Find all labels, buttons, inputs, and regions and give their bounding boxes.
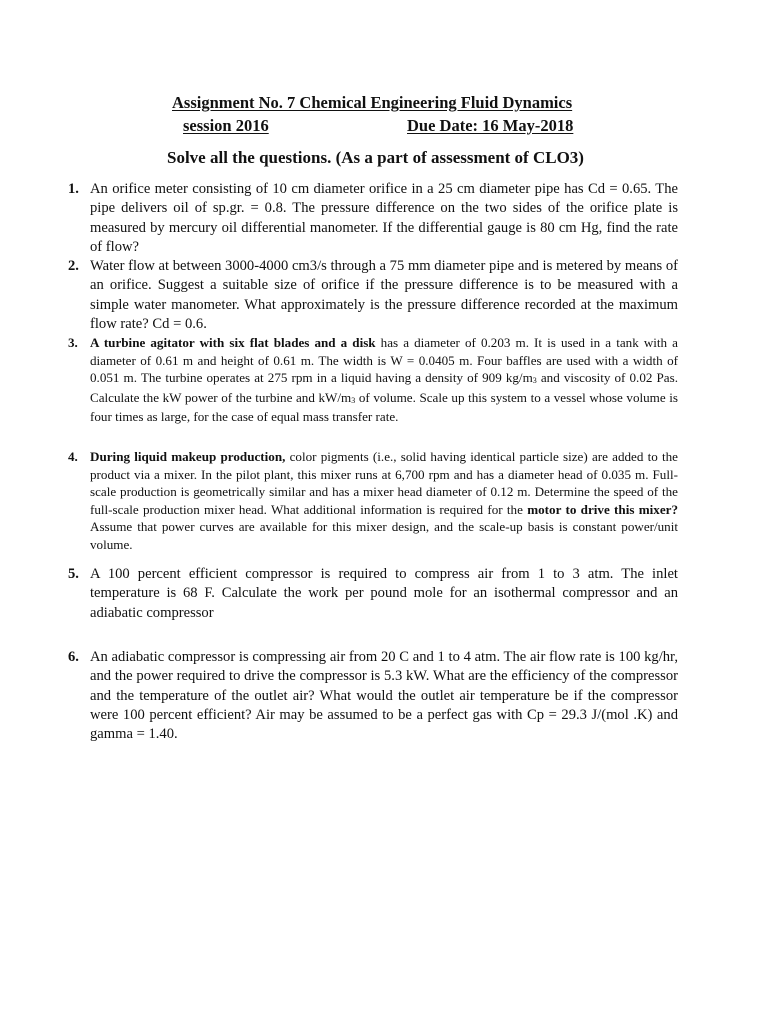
assignment-title: Assignment No. 7 Chemical Engineering Fluid Dynamics	[172, 93, 573, 112]
question-bold-lead: A turbine agitator with six flat blades and a disk	[90, 335, 376, 350]
question-text: An orifice meter consisting of 10 cm diameter orifice in a 25 cm diameter pipe has Cd = 0.65. The pipe delivers oil of sp.gr. = 0.8. The pressure difference on the two sides of the orifice plate is measured by mercury oil differential manometer. If the differential gauge is 80 cm Hg, find the rate of flow?	[90, 181, 678, 255]
question-number: 4.	[68, 449, 78, 464]
question-text: An adiabatic compressor is compressing air from 20 C and 1 to 4 atm. The air flow rate is 100 kg/hr, and the power required to drive the compressor is 5.3 kW. What are the efficiency of the compressor and the temperature of the outlet air? What would the outlet air temperature be if the compressor were 100 percent efficient? Air may be assumed to be a perfect gas with Cp = 29.3 J/(mol .K) and gamma = 1.40.	[90, 649, 678, 743]
question-number: 6.	[68, 649, 79, 665]
question-number: 2.	[68, 258, 79, 274]
due-date: Due Date: 16 May-2018	[407, 116, 574, 135]
instruction-heading: Solve all the questions. (As a part of assessment of CLO3)	[167, 148, 584, 167]
question-text: color pigments (i.e., solid having identical particle size) are added to the product via a mixer. In the pilot plant, this mixer runs at 6,700 rpm and has a diameter head of 0.035 m. Full-scale production is geometrically similar and has a mixer head diameter of 0.12 m. Determine the speed of the full-scale production mixer head. What additional information is required for the	[90, 449, 678, 517]
question-text: Water flow at between 3000-4000 cm3/s through a 75 mm diameter pipe and is metered by means of an orifice. Suggest a suitable size of orifice if the pressure difference is to be measured with a simple water manometer. What approximately is the pressure difference recorded at the maximum flow rate? Cd = 0.6.	[90, 258, 678, 332]
question-bold-mid: motor to drive this mixer?	[527, 501, 678, 517]
question-text: and viscosity of 0.02 Pas. Calculate the kW power of the turbine and kW/m	[90, 370, 678, 405]
question-number: 1.	[68, 181, 79, 197]
question-text: Assume that power curves are available for this mixer design, and the scale-up basis is constant power/unit volume.	[90, 519, 678, 552]
question-1	[68, 180, 678, 257]
question-number: 5.	[68, 566, 79, 582]
session-label: session 2016	[183, 116, 269, 135]
question-text: of volume. Scale up this system to a vessel whose volume is four times as large, for the case of equal mass transfer rate.	[90, 389, 679, 425]
question-3	[68, 334, 679, 426]
superscript-3: 3	[351, 395, 356, 405]
question-4	[68, 448, 678, 554]
question-6	[68, 648, 678, 744]
question-text: has a diameter of 0.203 m. It is used in a tank with a diameter of 0.61 m and height of 0.61 m. The width is W = 0.0405 m. Four baffles are used with a width of 0.051 m. The turbine operates at 275 rpm in a liquid having a density of 909 kg/m	[90, 335, 678, 386]
question-text: A 100 percent efficient compressor is required to compress air from 1 to 3 atm. The inlet temperature is 68 F. Calculate the work per pound mole for an isothermal compressor and an adiabatic compressor	[90, 566, 678, 621]
question-bold-lead: During liquid makeup production,	[90, 449, 286, 464]
question-5	[68, 565, 678, 623]
question-number: 3.	[68, 335, 78, 350]
superscript-3: 3	[532, 376, 537, 386]
question-2	[68, 257, 678, 334]
